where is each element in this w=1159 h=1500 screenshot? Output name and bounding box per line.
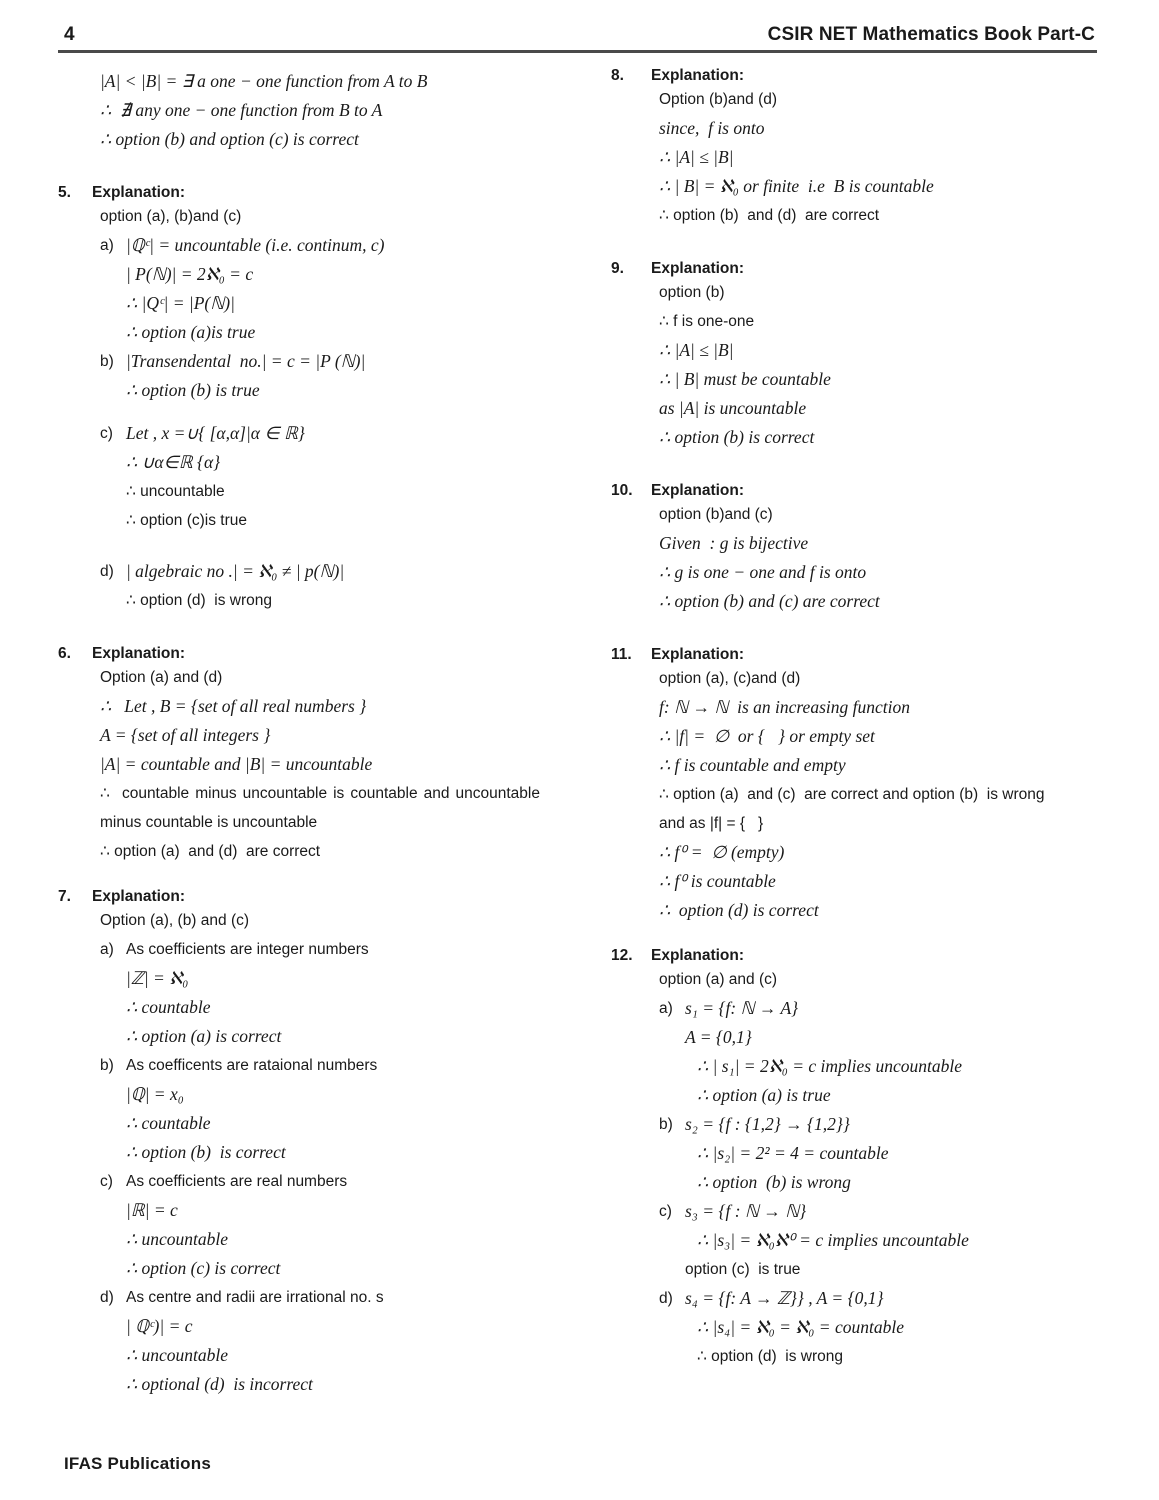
math-line: |ℝ| = c xyxy=(126,1199,178,1220)
item-number: 11. xyxy=(611,645,632,663)
block-spacer xyxy=(58,405,544,419)
subitem-d xyxy=(100,557,544,615)
page-number: 4 xyxy=(64,24,75,45)
text-line: As coefficents are rataional numbers xyxy=(126,1056,378,1074)
text-line: As coefficients are integer numbers xyxy=(126,940,369,958)
subitem-marker: a) xyxy=(659,999,673,1017)
block-spacer xyxy=(611,230,1097,260)
math-line: ∴ countable xyxy=(126,996,211,1017)
item-lead: option (b)and (c) xyxy=(659,505,773,523)
item-heading xyxy=(58,645,544,663)
math-line: ∴ option (b) and (c) are correct xyxy=(659,590,880,611)
math-line: |ℚᶜ| = uncountable (i.e. continum, c) xyxy=(126,234,385,255)
item-lead: Option (a) and (d) xyxy=(100,668,223,686)
math-line: ∴ f is countable and empty xyxy=(659,754,846,775)
text-line: ∴ f is one-one xyxy=(659,312,755,330)
subitem-body xyxy=(126,1051,544,1167)
text-line: ∴ option (a) and (d) are correct xyxy=(100,842,321,860)
math-line: |ℤ| = ℵ₀ xyxy=(126,967,189,988)
left-column xyxy=(58,67,562,1399)
block-spacer xyxy=(611,616,1097,646)
header-divider xyxy=(58,50,1097,53)
math-line: ∴ option (d) is correct xyxy=(659,899,819,920)
subitem-body xyxy=(126,1167,544,1283)
math-line: A = {0,1} xyxy=(685,1026,752,1047)
item-label: Explanation: xyxy=(92,887,186,905)
right-column xyxy=(562,67,1097,1399)
item-heading xyxy=(611,482,1097,500)
block-spacer xyxy=(58,154,544,184)
item-lead: Option (b)and (d) xyxy=(659,90,778,108)
math-line: ∴ |A| ≤ |B| xyxy=(659,146,734,167)
math-line: |A| = countable and |B| = uncountable xyxy=(100,753,373,774)
block-spacer xyxy=(611,452,1097,482)
subitem-marker: b) xyxy=(100,352,114,370)
math-line: ∴ |f| = ∅ or { } or empty set xyxy=(659,725,875,746)
intro-line: |A| < |B| = ∃ a one − one function from A to B xyxy=(100,70,428,91)
subitem-b xyxy=(659,1110,1097,1197)
text-line: ∴ option (b) and (d) are correct xyxy=(659,206,880,224)
subitem-body xyxy=(126,935,544,1051)
item-heading xyxy=(611,260,1097,278)
subitem-body xyxy=(685,1197,1097,1284)
intro-line: ∴ option (b) and option (c) is correct xyxy=(100,128,359,149)
math-line: ∴ option (b) is true xyxy=(126,379,260,400)
item-number: 9. xyxy=(611,259,624,277)
text-line: ∴ option (d) is wrong xyxy=(126,591,272,609)
math-line: f: ℕ → ℕ is an increasing function xyxy=(659,696,910,717)
item-number: 12. xyxy=(611,946,633,964)
two-column-body xyxy=(58,67,1097,1399)
text-line: As centre and radii are irrational no. s xyxy=(126,1288,384,1306)
item-label: Explanation: xyxy=(651,481,745,499)
subitem-body xyxy=(126,419,544,535)
item-lead: Option (a), (b) and (c) xyxy=(100,911,250,929)
math-line: ∴ | B| must be countable xyxy=(659,368,831,389)
math-line: ∴ uncountable xyxy=(126,1344,229,1365)
math-line: ∴ ∪α∈ℝ {α} xyxy=(126,451,221,472)
item-heading xyxy=(611,947,1097,965)
math-line: ∴ |s₂| = 2² = 4 = countable xyxy=(697,1142,889,1163)
math-line: s₃ = {f : ℕ → ℕ} xyxy=(685,1200,807,1221)
text-line: ∴ option (d) is wrong xyxy=(697,1347,843,1365)
subitem-marker: c) xyxy=(100,1172,113,1190)
math-line: ∴ f⁰ is countable xyxy=(659,870,776,891)
subitem-a xyxy=(659,994,1097,1110)
subitem-marker: d) xyxy=(100,562,114,580)
subitem-b xyxy=(100,347,544,405)
subitem-d xyxy=(100,1283,544,1399)
item-lead: option (b) xyxy=(659,283,725,301)
item-label: Explanation: xyxy=(651,259,745,277)
explanation-item-11 xyxy=(611,646,1097,925)
block-spacer xyxy=(611,925,1097,947)
subitem-marker: b) xyxy=(659,1115,673,1133)
subitem-marker: c) xyxy=(659,1202,672,1220)
subitem-body xyxy=(126,347,544,405)
subitem-marker: d) xyxy=(100,1288,114,1306)
block-spacer xyxy=(58,866,544,888)
math-line: s₁ = {f: ℕ → A} xyxy=(685,997,799,1018)
math-line: Given : g is bijective xyxy=(659,532,809,553)
subitem-a xyxy=(100,231,544,347)
text-line: ∴ uncountable xyxy=(126,482,225,500)
text-line: ∴ countable minus uncountable is countable and uncountable minus countable is uncountable xyxy=(100,784,545,831)
math-line: ∴ option (a)is true xyxy=(126,321,256,342)
math-line: |ℚ| = x₀ xyxy=(126,1083,184,1104)
item-number: 10. xyxy=(611,481,633,499)
text-line: ∴ option (c)is true xyxy=(126,511,247,529)
math-line: A = {set of all integers } xyxy=(100,724,271,745)
subitem-body xyxy=(126,231,544,347)
item-lead: option (a) and (c) xyxy=(659,970,778,988)
explanation-item-7 xyxy=(58,888,544,1399)
math-line: ∴ uncountable xyxy=(126,1228,229,1249)
text-line: ∴ option (a) and (c) are correct and option (b) is wrong xyxy=(659,785,1045,803)
block-spacer xyxy=(58,615,544,645)
math-line: ∴ Let , B = {set of all real numbers } xyxy=(100,695,367,716)
subitem-d xyxy=(659,1284,1097,1371)
math-line: | P(ℕ)| = 2ℵ₀ = c xyxy=(126,263,254,284)
item-label: Explanation: xyxy=(651,645,745,663)
explanation-item-8 xyxy=(611,67,1097,230)
math-line: since, f is onto xyxy=(659,117,765,138)
subitem-marker: a) xyxy=(100,236,114,254)
subitem-b xyxy=(100,1051,544,1167)
intro-line: ∴ ∄ any one − one function from B to A xyxy=(100,99,383,120)
math-line: s₄ = {f: A → ℤ}} , A = {0,1} xyxy=(685,1287,884,1308)
subitem-c xyxy=(659,1197,1097,1284)
math-line: ∴ countable xyxy=(126,1112,211,1133)
page-header xyxy=(58,24,1097,50)
item-lead: option (a), (b)and (c) xyxy=(100,207,242,225)
item-label: Explanation: xyxy=(92,183,186,201)
item-number: 8. xyxy=(611,66,624,84)
math-line: Let , x =∪{ [α,α]|α ∈ ℝ} xyxy=(126,422,305,443)
math-line: ∴ |s₄| = ℵ₀ = ℵ₀ = countable xyxy=(697,1316,904,1337)
math-line: ∴ |A| ≤ |B| xyxy=(659,339,734,360)
subitem-c xyxy=(100,419,544,535)
math-line: ∴ option (a) is correct xyxy=(126,1025,282,1046)
footer-publisher: IFAS Publications xyxy=(64,1454,211,1473)
subitem-a xyxy=(100,935,544,1051)
explanation-item-12 xyxy=(611,947,1097,1371)
math-line: ∴ option (b) is correct xyxy=(659,426,815,447)
subitem-body xyxy=(126,557,544,615)
book-title: CSIR NET Mathematics Book Part-C xyxy=(767,24,1095,45)
subitem-marker: a) xyxy=(100,940,114,958)
item-heading xyxy=(58,184,544,202)
explanation-item-5 xyxy=(58,184,544,615)
subitem-body xyxy=(685,1284,1097,1371)
item-label: Explanation: xyxy=(651,66,745,84)
item-heading xyxy=(611,67,1097,85)
math-line: ∴ option (c) is correct xyxy=(126,1257,281,1278)
explanation-item-10 xyxy=(611,482,1097,616)
subitem-body xyxy=(126,1283,544,1399)
text-line: As coefficients are real numbers xyxy=(126,1172,348,1190)
item-lead: option (a), (c)and (d) xyxy=(659,669,801,687)
item-number: 5. xyxy=(58,183,71,201)
math-line: ∴ option (b) is wrong xyxy=(697,1171,851,1192)
explanation-item-9 xyxy=(611,260,1097,452)
subitem-marker: b) xyxy=(100,1056,114,1074)
item-heading xyxy=(611,646,1097,664)
intro-block xyxy=(58,67,544,154)
subitem-body xyxy=(685,994,1097,1110)
math-line: s₂ = {f : {1,2} → {1,2}} xyxy=(685,1113,850,1134)
math-line: ∴ f⁰ = ∅ (empty) xyxy=(659,841,785,862)
math-line: |Transendental no.| = c = |P (ℕ)| xyxy=(126,350,366,371)
item-number: 7. xyxy=(58,887,71,905)
subitem-marker: c) xyxy=(100,424,113,442)
math-line: | ℚᶜ)| = c xyxy=(126,1315,193,1336)
math-line: as |A| is uncountable xyxy=(659,397,807,418)
math-line: ∴ optional (d) is incorrect xyxy=(126,1373,313,1394)
item-label: Explanation: xyxy=(651,946,745,964)
item-heading xyxy=(58,888,544,906)
math-line: ∴ |Qᶜ| = |P(ℕ)| xyxy=(126,292,235,313)
math-line: ∴ | B| = ℵ₀ or finite i.e B is countable xyxy=(659,175,934,196)
math-line: | algebraic no .| = ℵ₀ ≠ | p(ℕ)| xyxy=(126,560,345,581)
math-line: ∴ g is one − one and f is onto xyxy=(659,561,867,582)
explanation-item-6 xyxy=(58,645,544,866)
math-line: ∴ | s₁| = 2ℵ₀ = c implies uncountable xyxy=(697,1055,962,1076)
item-label: Explanation: xyxy=(92,644,186,662)
item-number: 6. xyxy=(58,644,71,662)
block-spacer xyxy=(58,535,544,557)
math-line: ∴ option (b) is correct xyxy=(126,1141,286,1162)
text-line: and as |f| = { } xyxy=(659,814,764,832)
subitem-c xyxy=(100,1167,544,1283)
math-line: ∴ |s₃| = ℵ₀ℵ⁰ = c implies uncountable xyxy=(697,1229,969,1250)
subitem-marker: d) xyxy=(659,1289,673,1307)
math-line: ∴ option (a) is true xyxy=(697,1084,831,1105)
text-line: option (c) is true xyxy=(685,1260,801,1278)
subitem-body xyxy=(685,1110,1097,1197)
